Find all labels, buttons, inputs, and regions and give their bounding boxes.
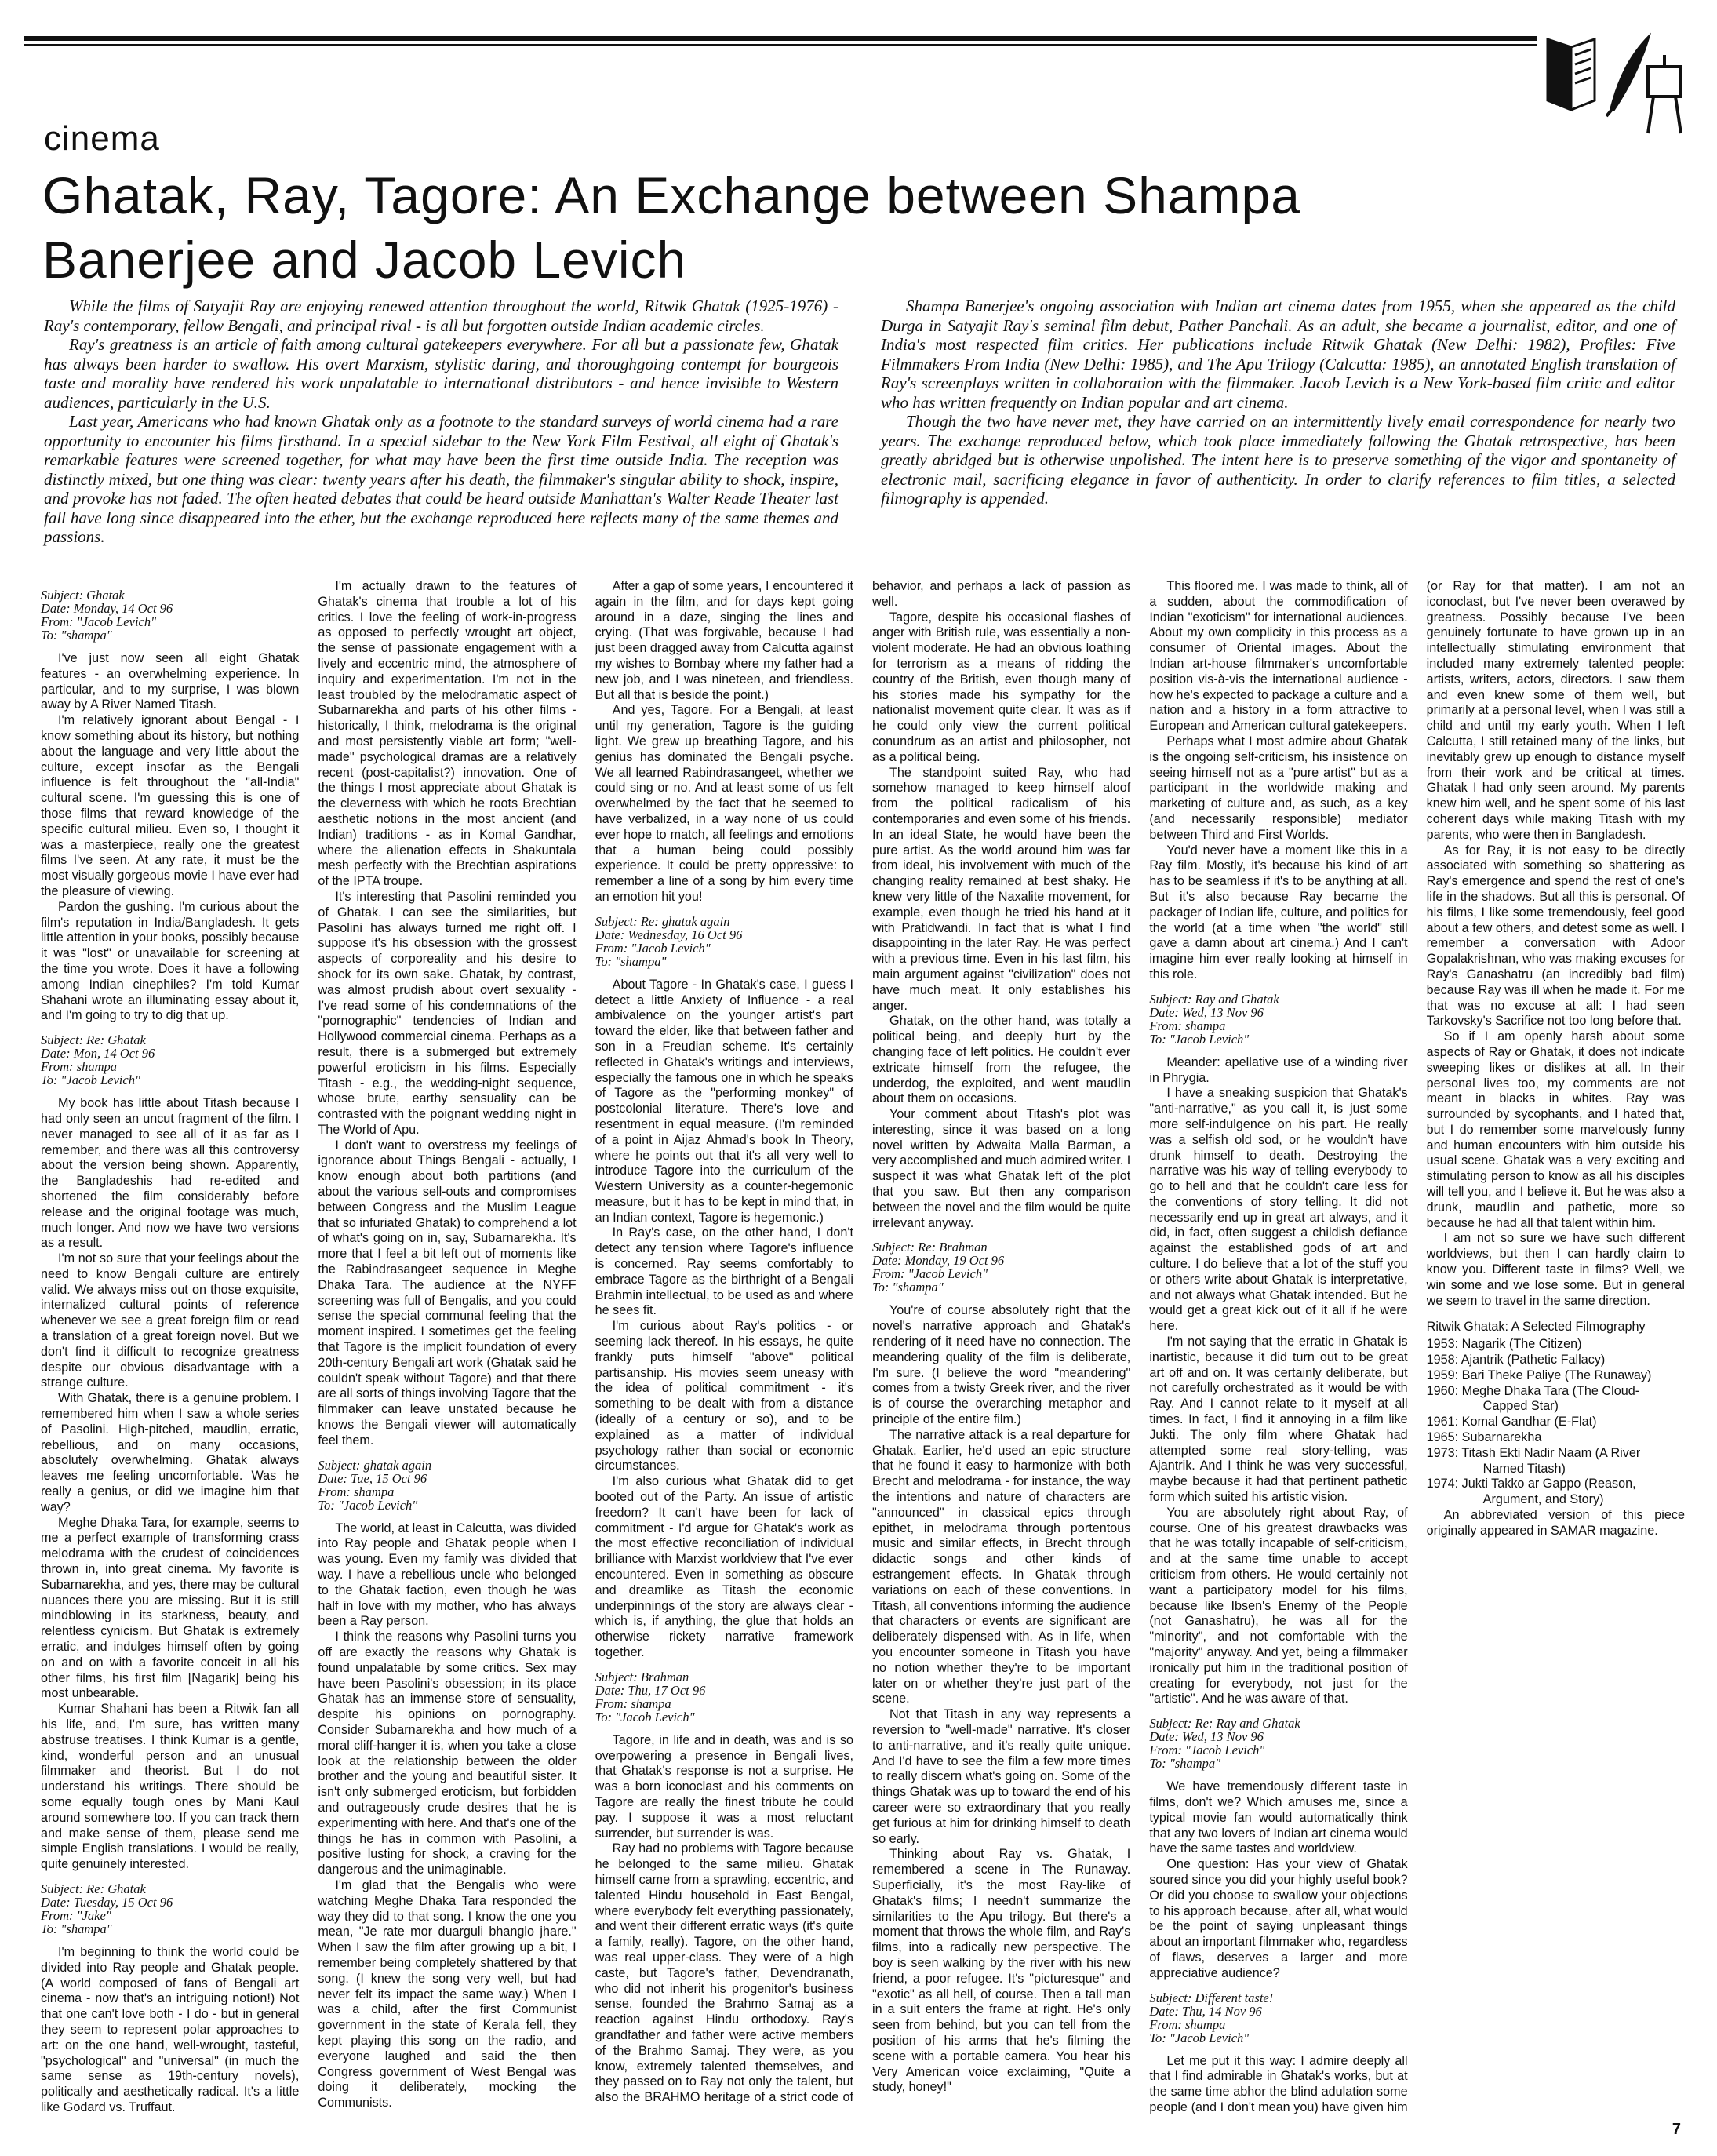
email-date: Date: Monday, 14 Oct 96 — [41, 601, 173, 616]
email-header — [872, 1240, 1130, 1294]
email-paragraph: I am not so sure we have such different worldviews, but then I can hardly claim to know you. Different taste in films? Well, we win some and we lose some. But in general we seem to travel in the same direction. — [1426, 1231, 1685, 1308]
email-paragraph: And yes, Tagore. For a Bengali, at least until my generation, Tagore is the guiding light. We grew up breathing Tagore, and his genius has dominated the Bengali psyche. We all learned Rabindrasangeet, whether we could sing or no. And at least some of us felt overwhelmed by the fact that he seemed to have verbalized, in a way none of us could ever hope to match, all feelings and emotions that a human being could possibly experience. It could be pretty oppressive: to remember a line of a song by him every time an emotion hit you! — [595, 703, 853, 904]
quill-pen-icon — [1606, 35, 1650, 116]
email-subject: Subject: Ray and Ghatak — [1149, 991, 1279, 1007]
email-paragraph: One question: Has your view of Ghatak soured since you did your highly useful book? Or did you choose to swallow your objections to his approach because, after all, what would be the point of saying unpleasant things about an important filmmaker who, regardless of flaws, deserves a larger and more appreciative audience? — [1149, 1857, 1408, 1980]
email-subject: Subject: Re: Ray and Ghatak — [1149, 1716, 1300, 1732]
email-paragraph: Tagore, despite his occasional flashes of anger with British rule, was essentially a non-violent moderate. He had an obvious loathing for terrorism as a means of ridding the country of the British, even though many of his stories made his sympathy for the nationalist movement quite clear. It was as if he could only view the current political conundrum as an artist and philosopher, not as a political being. — [871, 610, 1131, 764]
email-date: Date: Wednesday, 16 Oct 96 — [595, 927, 743, 942]
email-from: From: shampa — [1149, 1018, 1226, 1033]
email-paragraph: Ray had no problems with Tagore because he belonged to the same milieu. Ghatak himself came from a sprawling, eccentric, and talented Hindu household in East Bengal, where everybody felt everything passionately, and went their different erratic ways (it's quite a family, really). Tagore, on the other hand, was real upper-class. They were of a high caste, but Tagore's father, Devendranath, who did not inherit his progenitor's business sense, founded the Brahmo Samaj as a reaction against Hindu orthodoxy. Ray's grandfather and father were active members of the Brahmo Samaj. They were, as you know, extremely talented themselves, and they passed on to Ray not only the talent, but also the BRAHMO heritage of a strict code of behavior, and perhaps a lack of passion as well. — [595, 579, 1131, 2105]
email-to: To: "shampa" — [41, 1921, 112, 1936]
email-header — [595, 915, 853, 968]
email-subject: Subject: Brahman — [595, 1669, 689, 1684]
email-to: To: "shampa" — [41, 628, 112, 643]
email-from: From: "Jake" — [41, 1907, 111, 1923]
email-header — [1149, 992, 1407, 1046]
intro-paragraph: Last year, Americans who had known Ghatak only as a footnote to the standard surveys of world cinema had a rare opportunity to encounter his films firsthand. In a special sidebar to the New York Film Festival, all eight of Ghatak's remarkable features were screened together, for what may have been the first time outside India. The reception was distinctly mixed, but one thing was clear: twenty years after his death, the filmmaker's singular ability to shock, inspire, and provoke has not faded. The often heated debates that could be heard outside Manhattan's Walter Reade Theater last fall have long since disappeared into the ether, but the exchange reproduced here reflects many of the same themes and passions. — [44, 412, 838, 546]
email-paragraph: I'm not saying that the erratic in Ghatak is inartistic, because it did turn out to be great art off and on. It was certainly deliberate, but not carefully orchestrated as it would be with Ray. And I cannot relate to it myself at all times. In fact, I find it annoying in a film like Jukti. The only film where Ghatak had attempted some real story-telling, was Ajantrik. And I think he was very successful, maybe because it had that pertinent pathetic form which suited his artistic vision. — [1149, 1335, 1408, 1505]
email-paragraph: I think the reasons why Pasolini turns you off are exactly the reasons why Ghatak is found unpalatable by some critics. Sex may have been Pasolini's obsession; in its place Ghatak has an immense store of sensuality, despite his opinions on pornography. Consider Subarnarekha and how much of a moral cliff-hanger it is, when you take a close look at the relationship between the older brother and the young and beautiful sister. It isn't only submerged eroticism, but forbidden and outrageously crude desires that he is experimenting with here. And that's one of the things he has in common with Pasolini, a positive lusting for shock, a craving for the dangerous and the unimaginable. — [318, 1630, 577, 1877]
email-paragraph: Let me put it this way: I admire deeply all that I find admirable in Ghatak's works, but at the same time abhor the blind adulation some people (and I don't mean you) have given him (or Ray for that matter). I am not an iconoclast, but I've never been overawed by greatness. Possibly because I've been genuinely fortunate to have grown up in an intellectually stimulating environment that included many extremely talented people: artists, writers, actors, directors. I saw them and even knew some of them well, but primarily at a personal level, when I was still a child and until my early youth. When I left Calcutta, I still retained many of the links, but inevitably grew up enough to distance myself from their work and be critical at times. Ghatak I had only seen around. My parents knew him well, and he spent some of his last coherent days while making Titash with my parents, who were then in Bangladesh. — [1149, 579, 1685, 2114]
email-paragraph: I'm glad that the Bengalis who were watching Meghe Dhaka Tara responded the way they did to that song. I know the one you mean, "Je rate mor duarguli bhanglo jhare." When I saw the film after growing up a bit, I remember being completely shattered by that song. (I knew the song very well, but had never felt its impact the same way.) When I was a child, after the first Communist government in the state of Kerala fell, they kept playing this song on the radio, and everyone laughed and said the then Congress government of West Bengal was doing it deliberately, mocking the Communists. — [318, 1877, 577, 2110]
email-subject: Subject: Re: Ghatak — [41, 1032, 146, 1048]
filmography-item: 1958: Ajantrik (Pathetic Fallacy) — [1426, 1353, 1606, 1368]
email-from: From: shampa — [318, 1484, 395, 1499]
filmography-item: Named Titash) — [1482, 1461, 1566, 1476]
email-paragraph: You'd never have a moment like this in a Ray film. Mostly, it's because his kind of art has to be seamless if it's to be anything at all. But it's also because Ray became the packager of Indian life, culture, and politics for the world (at a time when "the world" still gave a damn about art cinema.) And I can't imagine him ever really looking at himself in this role. — [1149, 843, 1408, 981]
email-header — [41, 588, 299, 642]
email-to: To: "shampa" — [595, 953, 667, 969]
email-paragraph: I'm also curious what Ghatak did to get booted out of the Party. An issue of artistic freedom? It can't have been for lack of commitment - I'd argue for Ghatak's work as the most effective reconciliation of individual brilliance with Marxist worldview that I've ever encountered. Even in something as obscure and dreamlike as Titash the economic underpinnings of the story are always clear - which is, if anything, the glue that holds an otherwise rickety narrative framework together. — [595, 1474, 853, 1659]
masthead-rule — [24, 36, 1537, 41]
intro-paragraph: While the films of Satyajit Ray are enjoying renewed attention throughout the world, Ritwik Ghatak (1925-1976) - Ray's contemporary, fellow Bengali, and principal rival - is all but forgotten outside Indian academic circles. — [44, 297, 838, 335]
email-paragraph: My book has little about Titash because I had only seen an uncut fragment of the film. I never managed to see all of it as far as I remember, and there was all this controversy about the version being shown. Apparently, the Bangladeshis had re-edited and shortened the film considerably before release and the original footage was much, much longer. And now we have two versions as a result. — [41, 1096, 300, 1251]
email-to: To: "shampa" — [871, 1280, 944, 1295]
filmography-title: Ritwik Ghatak: A Selected Filmography — [1426, 1320, 1646, 1335]
filmography-item: 1959: Bari Theke Paliye (The Runaway) — [1426, 1368, 1652, 1382]
email-paragraph: I'm actually drawn to the features of Ghatak's cinema that trouble a lot of his critics. I love the feeling of work-in-progress as opposed to perfectly wrought art object, the sense of passionate engagement with a lively and eccentric mind, the atmosphere of inquiry and experimentation. I'm not in the least troubled by the melodramatic aspect of Subarnarekha and parts of his other films - historically, I think, melodrama is the original and most persistently viable art form; "well-made" psychological dramas are a relatively recent (post-capitalist?) innovation. One of the things I most appreciate about Ghatak is the cleverness with which he roots Brechtian aesthetic notions in the most ancient (and Indian) traditions - as in Komal Gandhar, where the alienation effects in Shakuntala mesh perfectly with the Brechtian aspirations of the IPTA troupe. — [318, 579, 577, 889]
section-label: cinema — [44, 119, 160, 158]
email-paragraph: The world, at least in Calcutta, was divided into Ray people and Ghatak people when I was young. Even my family was divided that way. I have a rebellious uncle who belonged to the Ghatak faction, even though he was half in love with my mother, who has always been a Ray person. — [318, 1520, 577, 1629]
email-date: Date: Tue, 15 Oct 96 — [318, 1470, 427, 1486]
email-date: Date: Wed, 13 Nov 96 — [1149, 1729, 1264, 1745]
email-paragraph: Ghatak, on the other hand, was totally a political being, and deeply hurt by the changing face of left politics. He couldn't ever extricate himself from the refugee, the underdog, the exploited, and went maudlin about them on occasions. — [871, 1014, 1131, 1106]
email-from: From: "Jacob Levich" — [1149, 1743, 1265, 1758]
email-paragraph: Kumar Shahani has been a Ritwik fan all his life, and, I'm sure, has written many abstruse treatises. I think Kumar is a gentle, kind, wonderful person and an unusual filmmaker and theorist. But I do not understand his writings. There should be some equally tough ones by Mani Kaul around somewhere too. If you can track them and make sense of them, please send me simple English translations. I would be really, quite genuinely interested. — [41, 1702, 300, 1872]
email-date: Date: Mon, 14 Oct 96 — [41, 1046, 155, 1062]
email-subject: Subject: ghatak again — [318, 1457, 432, 1473]
filmography-item: 1961: Komal Gandhar (E-Flat) — [1426, 1415, 1597, 1429]
email-header — [318, 1459, 576, 1512]
email-paragraph: With Ghatak, there is a genuine problem. I remembered him when I saw a whole series of Pasolini. High-pitched, maudlin, erratic, rebellious, and on many occasions, absolutely overwhelming. Ghatak always leaves me feeling uncomfortable. Was he really a genius, or did we imagine him that way? — [41, 1391, 300, 1514]
publication-note: An abbreviated version of this piece originally appeared in SAMAR magazine. — [1426, 1508, 1685, 1538]
intro-paragraph: Though the two have never met, they have carried on an intermittently lively email correspondence for nearly two years. The exchange reproduced below, which took place immediately following the Ghatak retrospective, has been greatly abridged but is otherwise unpolished. The intent here is to preserve something of the vigor and spontaneity of electronic mail, sacrificing elegance in favor of authenticity. In order to clarify references to film titles, a selected filmography is appended. — [881, 412, 1675, 508]
email-paragraph: I don't want to overstress my feelings of ignorance about Things Bengali - actually, I know enough about both partitions (and about the various sell-outs and compromises between Congress and the Muslim League that so infuriated Ghatak) to comprehend a lot of what's going on in, say, Subarnarekha. It's more that I feel a bit left out of moments like the Rabindrasangeet sequence in Meghe Dhaka Tara. The audience at the NYFF screening was full of Bengalis, and you could sense the special communal feeling that the moment inspired. I sometimes get the feeling that Tagore is the implicit foundation of every 20th-century Bengali art work (Ghatak said he couldn't speak without Tagore) and that there are all sorts of things involving Tagore that the filmmaker can leave unstated because he knows the Bengali viewer will automatically feel them. — [318, 1138, 577, 1448]
email-paragraph: We have tremendously different taste in films, don't we? Which amuses me, since a typical movie fan would automatically think that any two lovers of Indian art cinema would have the same tastes and worldview. — [1149, 1779, 1408, 1856]
email-paragraph: This floored me. I was made to think, all of a sudden, about the commodification of Indian "exoticism" for international audiences. About my own complicity in this process as a consumer of Oriental images. About the Indian art-house filmmaker's uncomfortable position vis-à-vis the international audience - how he's expected to package a culture and a nation and a history in a form attractive to European and American cultural gatekeepers. — [1149, 579, 1408, 734]
article-intro — [44, 297, 1675, 579]
filmography-list — [1427, 1337, 1685, 1508]
email-paragraph: About Tagore - In Ghatak's case, I guess I detect a little Anxiety of Influence - a real ambivalence on the younger artist's part toward the elder, like that between father and son in a Freudian scheme. It's certainly reflected in Ghatak's writings and interviews, especially the famous one in which he speaks of Tagore as the "performing monkey" of postcolonial literature. There's love and resentment in equal measure. (I'm reminded of a point in Aijaz Ahmad's book In Theory, where he points out that it's all very well to introduce Tagore into the curriculum of the Western University as a counter-hegemonic measure, but it has to be kept in mind that, in an Indian context, Tagore is hegemonic.) — [595, 977, 853, 1225]
email-paragraph: The standpoint suited Ray, who had somehow managed to keep himself aloof from the political radicalism of his contemporaries and even some of his friends. In an ideal State, he would have been the pure artist. As the world around him was far from ideal, his involvement with much of the changing reality remained at best shaky. He knew very little of the Naxalite movement, for example, even though he tried his hand at it with Pratidwandi. In fact that is what I find disappointing in the later Ray. He was perfect with a previous time. Even in his last film, his main argument against "civilization" does not have much meat. It only establishes his anger. — [871, 765, 1131, 1013]
email-header — [1149, 1717, 1407, 1770]
intro-paragraph: Shampa Banerjee's ongoing association with Indian art cinema dates from 1955, when she appeared as the child Durga in Satyajit Ray's seminal film debut, Pather Panchali. As an adult, she became a journalist, editor, and one of India's most respected film critics. Her publications include Ritwik Ghatak (New Delhi: 1982), Profiles: Five Filmmakers From India (New Delhi: 1985), and The Apu Trilogy (Calcutta: 1985), an annotated English translation of Ray's screenplays written in collaboration with the filmmaker. Jacob Levich is a New York-based film critic and editor who has written frequently on Indian popular and art cinema. — [881, 297, 1675, 412]
email-paragraph: Pardon the gushing. I'm curious about the film's reputation in India/Bangladesh. It gets little attention in your books, possibly because it was "lost" or unavailable for screening at the time you wrote. Does it have a following among Indian cinephiles? I'm told Kumar Shahani wrote an illuminating essay about it, and I'm going to try to dig that up. — [41, 899, 300, 1023]
email-paragraph: The narrative attack is a real departure for Ghatak. Earlier, he'd used an epic structure that he found it easy to harmonize with both Brecht and melodrama - for instance, the way the intentions and nature of characters are "announced" in classical epics through epithet, in melodrama through portentous music and similar effects, in Brecht through didactic songs and other kinds of estrangement effects. In Ghatak through variations on each of these conventions. In Titash, all conventions informing the audience that characters or events are significant are deliberately dispensed with. As in life, when you encounter someone in Titash you have no notion whether they're to be important later on or whether they're just part of the scene. — [871, 1427, 1131, 1706]
email-from: From: "Jacob Levich" — [871, 1266, 988, 1282]
email-paragraph: You're of course absolutely right that the novel's narrative approach and Ghatak's rendering of it need have no connection. The meandering quality of the film is deliberate, I'm sure. (I believe the word "meandering" comes from a twisty Greek river, and the river is of course the overarching metaphor and principle of the entire film.) — [871, 1303, 1131, 1427]
intro-paragraph: Ray's greatness is an article of faith among cultural gatekeepers everywhere. For all but a passionate few, Ghatak has always been harder to swallow. His overt Marxism, stylistic daring, and thoroughgoing contempt for bourgeois taste and morality have rendered his work unpalatable to international distributors - and hence invisible to Western audiences, particularly in the U.S. — [44, 335, 838, 412]
filmography-item: 1965: Subarnarekha — [1426, 1430, 1542, 1445]
email-paragraph: I'm not so sure that your feelings about the need to know Bengali culture are entirely valid. We always miss out on those exquisite, internalized cultural points of reference whenever we see a great foreign film or read a translation of a great foreign novel. But we don't find it difficult to recognize greatness despite our obvious disadvantage with a strange culture. — [41, 1251, 300, 1390]
book-icon — [1548, 39, 1595, 110]
email-subject: Subject: Re: Brahman — [871, 1240, 988, 1255]
email-paragraph: I have a sneaking suspicion that Ghatak's "anti-narrative," as you call it, is just some more self-indulgence on his part. He really was a selfish old sod, or he wouldn't have drunk himself to death. Destroying the narrative was his way of telling everybody to go to hell and that he couldn't care less for the conventions of story telling. It did not necessarily end up in great art always, and it did, in fact, often suggest a childish defiance against the established gods of art and culture. I do believe that a lot of the stuff you or others write about Ghatak is interpretative, and not always what Ghatak intended. But he would get a great kick out of it all if he were here. — [1149, 1086, 1408, 1334]
email-subject: Subject: Ghatak — [41, 588, 125, 603]
email-header — [1149, 1991, 1407, 2045]
email-paragraph: It's interesting that Pasolini reminded you of Ghatak. I can see the similarities, but Pasolini has always turned me right off. I suppose it's his obsession with the grossest aspects of corporeality and his desire to shock for its own sake. Ghatak, by contrast, was almost prudish about overt sexuality - I've read some of his condemnations of the "pornographic" tendencies of Indian and Hollywood commercial cinema. Perhaps as a result, there is a submerged but extremely powerful eroticism in his films. Especially Titash - e.g., the wedding-night sequence, whose brute, earthy sensuality can be contrasted with the poignant wedding night in The World of Apu. — [318, 889, 577, 1137]
page-number: 7 — [1672, 2121, 1681, 2138]
easel-icon — [1648, 55, 1681, 133]
filmography-item: 1960: Meghe Dhaka Tara (The Cloud- — [1426, 1383, 1640, 1398]
section-emblem-icons — [1540, 24, 1689, 141]
email-paragraph: Meander: apellative use of a winding river in Phrygia. — [1149, 1054, 1408, 1085]
filmography-item: 1974: Jukti Takko ar Gappo (Reason, — [1426, 1477, 1636, 1491]
email-paragraph: After a gap of some years, I encountered it again in the film, and for days kept going around in a daze, singing the lines and crying. (That was forgivable, because I had just been dragged away from Calcutta against my wishes to Bombay where my father had a new job, and I was nineteen, and friendless. But all that is beside the point.) — [595, 579, 853, 702]
email-to: To: "Jacob Levich" — [1149, 1031, 1250, 1047]
email-to: To: "Jacob Levich" — [1149, 2030, 1250, 2045]
article-headline: Ghatak, Ray, Tagore: An Exchange between Shampa Banerjee and Jacob Levich — [42, 166, 1300, 289]
email-paragraph: So if I am openly harsh about some aspects of Ray or Ghatak, it does not indicate sweeping likes or dislikes at all. In their personal lives too, my comments are not meant in blacks in whites. Ray was surrounded by sycophants, and I hated that, but I do remember some marvelously funny and human encounters with him outside his usual scene. Ghatak was a very exciting and stimulating person to know as all his disciples will tell you, and I believe it. But he was also a drunk, maudlin and pathetic, more so because he had all that talent within him. — [1426, 1029, 1685, 1230]
email-paragraph: Your comment about Titash's plot was interesting, since it was based on a long novel written by Adwaita Malla Barman, a very accomplished and much admired writer. I suspect it was what Ghatak left of the plot that you saw. But then any comparison between the novel and the film would be quite irrelevant anyway. — [871, 1107, 1131, 1230]
email-paragraph: Perhaps what I most admire about Ghatak is the ongoing self-criticism, his insistence on seeing himself not as a "pure artist" but as a participant in the worldwide making and marketing of culture and, as such, as a key (and necessarily responsible) mediator between Third and First Worlds. — [1149, 734, 1408, 842]
article-body — [41, 579, 1685, 2117]
email-to: To: "Jacob Levich" — [318, 1497, 418, 1513]
email-date: Date: Tuesday, 15 Oct 96 — [41, 1894, 173, 1910]
email-date: Date: Wed, 13 Nov 96 — [1149, 1004, 1264, 1020]
email-paragraph: As for Ray, it is not easy to be directly associated with something so shattering as Ray's emergence and spend the rest of one's life in the shadows. But all this is personal. Of his films, I like some tremendously, feel good about a few others, and detest some as well. I remember a conversation with Adoor Gopalakrishnan, who was making excuses for Ray's Ganashatru (an incredibly bad film) because Ray was ill when he made it. For me that was no excuse at all: I had seen Tarkovsky's Sacrifice not too long before that. — [1426, 843, 1685, 1029]
email-subject: Subject: Re: Ghatak — [41, 1881, 146, 1896]
email-to: To: "Jacob Levich" — [595, 1709, 695, 1724]
email-date: Date: Thu, 17 Oct 96 — [595, 1682, 706, 1698]
email-paragraph: Thinking about Ray vs. Ghatak, I remembered a scene in The Runaway. Superficially, it's the most Ray-like of Ghatak's films; I needn't summarize the similarities to the Apu trilogy. But there's a moment that throws the whole film, and Ray's films, into a radically new perspective. The boy is seen walking by the river with his new friend, a poor refugee. It's "picturesque" and "exotic" as all hell, of course. Then a tall man in a suit enters the frame at right. He's only seen from behind, but you can tell from the position of his arms that he's filming the scene with a portable camera. You hear his Very American voice exclaiming, "Quite a study, honey!" — [871, 1847, 1131, 2095]
filmography-item: 1973: Titash Ekti Nadir Naam (A River — [1426, 1445, 1641, 1460]
email-date: Date: Thu, 14 Nov 96 — [1149, 2003, 1262, 2019]
email-paragraph: In Ray's case, on the other hand, I don't detect any tension where Tagore's influence is concerned. Ray seems comfortably to embrace Tagore as the birthright of a Bengali Brahmin intellectual, to be used as and where he sees fit. — [595, 1225, 853, 1318]
email-from: From: "Jacob Levich" — [595, 940, 711, 956]
email-subject: Subject: Re: ghatak again — [595, 913, 730, 929]
email-date: Date: Monday, 19 Oct 96 — [871, 1253, 1005, 1269]
email-from: From: shampa — [1149, 2016, 1226, 2032]
email-from: From: shampa — [41, 1059, 118, 1075]
email-header — [595, 1670, 853, 1724]
email-paragraph: You are absolutely right about Ray, of course. One of his greatest drawbacks was that he was totally incapable of self-criticism, and at the same time unable to accept criticism from others. He would certainly not want a participatory model for his films, because like Ibsen's Enemy of the People (not Ganashatru), he was all for the "minority", and not comfortable with the "majority" anyway. And yet, being a filmmaker ironically put him in the traditional position of creating for everybody, not just for the "artistic". And he was aware of that. — [1149, 1505, 1408, 1706]
email-from: From: "Jacob Levich" — [41, 614, 157, 629]
email-header — [41, 1033, 299, 1087]
email-paragraph: I'm relatively ignorant about Bengal - I know something about its history, but nothing about the language and very little about the culture, except insofar as the Bengali influence is felt throughout the "all-India" cultural scene. I'm guessing this is one of those films that reward knowledge of the specific cultural milieu. Even so, I thought it was a masterpiece, really one the greatest films I've seen. At any rate, it must be the most visually gorgeous movie I have ever had the pleasure of viewing. — [41, 713, 300, 898]
email-paragraph: I'm beginning to think the world could be divided into Ray people and Ghatak people. (A world composed of fans of Bengali art cinema - now that's an intriguing notion!) Not that one can't love both - I do - but in general they seem to represent polar approaches to art: on the one hand, well-wrought, tasteful, "psychological" and "universal" (in much the same sense as 19th-century novels), politically and aesthetically radical. It's a little like Godard vs. Truffaut. — [41, 1944, 300, 2114]
email-paragraph: Meghe Dhaka Tara, for example, seems to me a perfect example of transforming crass melodrama with the crudest of coincidences thrown in, into great cinema. My favorite is Subarnarekha, and yes, there may be cultural nuances there you are missing. But it is still mindblowing in its starkness, beauty, and relentless cynicism. But Ghatak is extremely erratic, and indulges himself often by going on and on with a favorite conceit in all his other films, his first film [Nagarik] being his most unbearable. — [41, 1515, 300, 1701]
filmography-item: Argument, and Story) — [1482, 1492, 1604, 1507]
email-paragraph: I've just now seen all eight Ghatak features - an overwhelming experience. In particular, and to my surprise, I was blown away by A River Named Titash. — [41, 651, 300, 712]
email-subject: Subject: Different taste! — [1149, 1990, 1274, 2005]
email-paragraph: I'm curious about Ray's politics - or seeming lack thereof. In his essays, he quite frankly puts himself "above" political partisanship. His movies seem uneasy with the idea of political commitment - it's something to be dealt with from a distance (ideally of a century or so), and to be explained as a matter of individual psychology rather than social or economic circumstances. — [595, 1319, 853, 1473]
email-to: To: "Jacob Levich" — [41, 1073, 140, 1088]
filmography-item: Capped Star) — [1482, 1399, 1559, 1414]
email-from: From: shampa — [595, 1695, 671, 1711]
masthead-rule-thin — [24, 44, 1537, 46]
email-header — [41, 1882, 299, 1936]
filmography-item: 1953: Nagarik (The Citizen) — [1426, 1337, 1582, 1352]
email-paragraph: Tagore, in life and in death, was and is so overpowering a presence in Bengali lives, that Ghatak's response is not a surprise. He was a born iconoclast and his comments on Tagore are really the finest tribute he could pay. I suppose it was a most reluctant surrender, but surrender is was. — [595, 1732, 853, 1841]
email-paragraph: Not that Titash in any way represents a reversion to "well-made" narrative. It's closer to anti-narrative, and it's really quite unique. And I'd have to see the film a few more times to really discern what's going on. Some of the things Ghatak was up to toward the end of his career were so extraordinary that you really get furious at him for drinking himself to death so early. — [871, 1707, 1131, 1846]
email-to: To: "shampa" — [1149, 1756, 1221, 1772]
